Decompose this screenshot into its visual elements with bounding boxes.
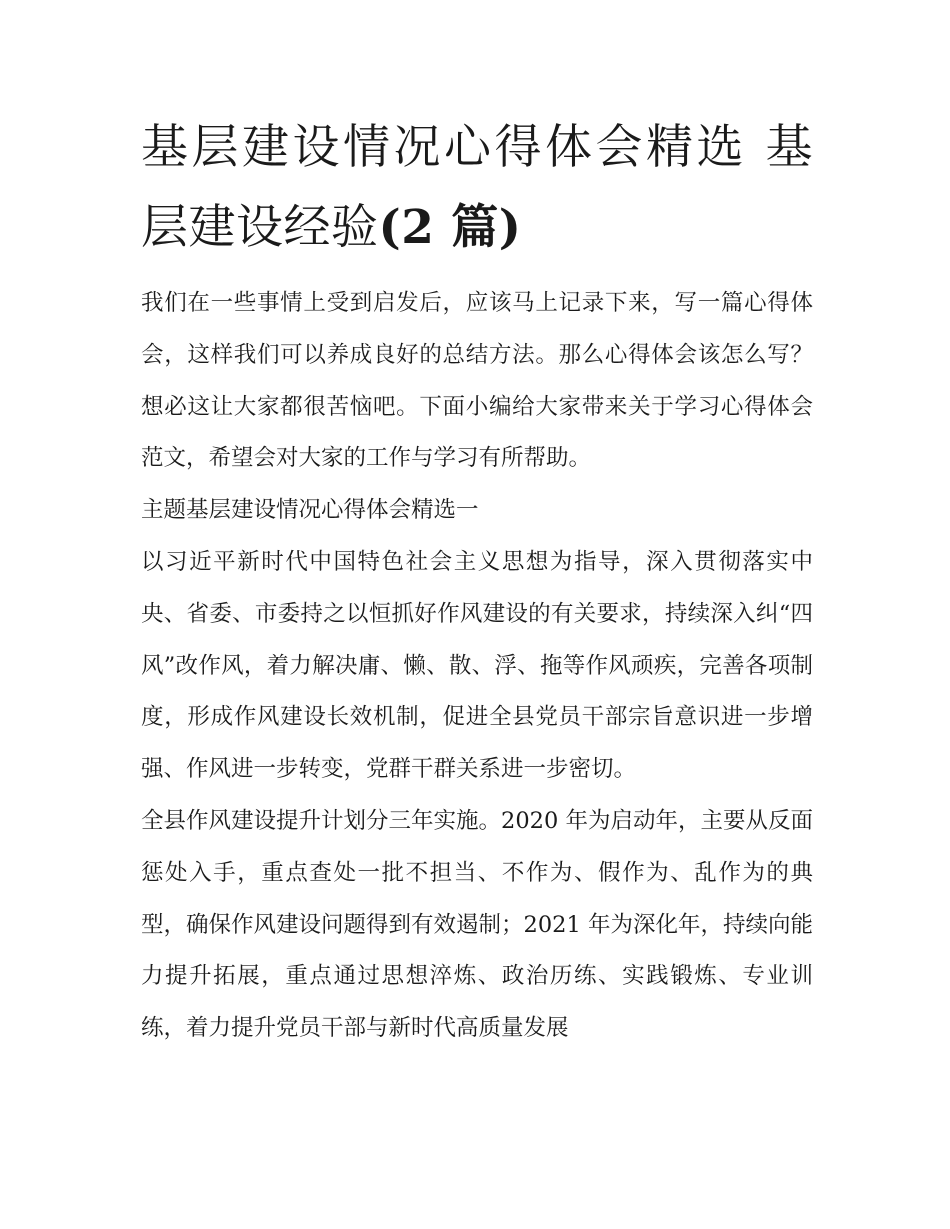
body-paragraph: 以习近平新时代中国特色社会主义思想为指导，深入贯彻落实中央、省委、市委持之以恒抓好作风建设的有关要求，持续深入纠“四风”改作风，着力解决庸、懒、散、浮、拖等作风顽疾，完善各项制度，形成作风建设长效机制，促进全县党员干部宗旨意识进一步增强、作风进一步转变，党群干群关系进一步密切。 [141,548,813,783]
document-page [141,108,813,1055]
title-main: 基层建设情况心得体会精选 基层建设经验 [141,120,813,255]
intro-paragraph: 我们在一些事情上受到启发后，应该马上记录下来，写一篇心得体会，这样我们可以养成良好的总结方法。那么心得体会该怎么写？想必这让大家都很苦恼吧。下面小编给大家带来关于学习心得体会范文，希望会对大家的工作与学习有所帮助。 [141,290,813,472]
title-tail: (2 篇) [378,200,522,255]
document-body [141,278,813,1055]
document-title [141,108,813,268]
body-paragraph: 全县作风建设提升计划分三年实施。2020 年为启动年，主要从反面惩处入手，重点查处一批不担当、不作为、假作为、乱作为的典型，确保作风建设问题得到有效遏制；2021 年为深化年，持续向能力提升拓展，重点通过思想淬炼、政治历练、实践锻炼、专业训练，着力提升党员干部与新时代高质量发展 [141,807,813,1042]
section-heading: 主题基层建设情况心得体会精选一 [141,497,479,524]
